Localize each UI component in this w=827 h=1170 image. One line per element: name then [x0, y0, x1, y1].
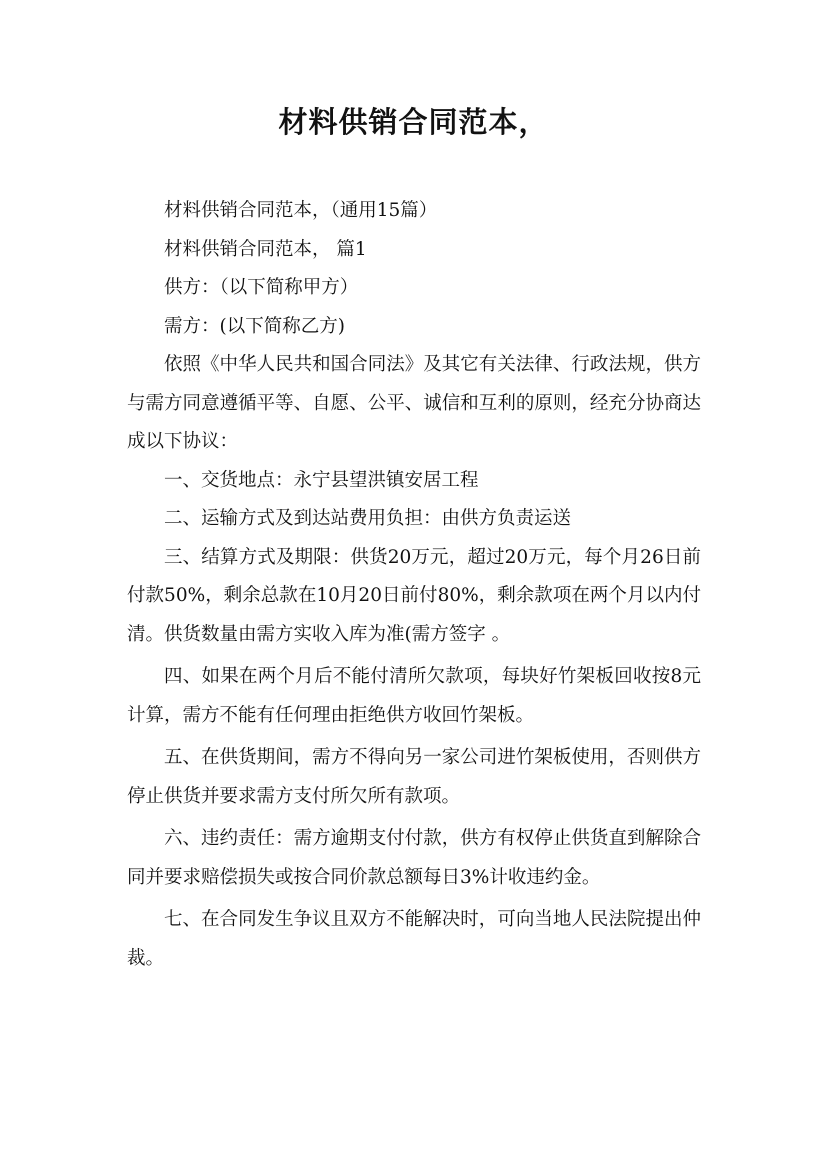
paragraph-clause-3: 三、结算方式及期限：供货20万元，超过20万元，每个月26日前付款50%，剩余总款在10月20日前付80%，剩余款项在两个月以内付清。供货数量由需方实收入库为准(需方签字 。 [127, 546, 701, 645]
paragraph-clause-4: 四、如果在两个月后不能付清所欠款项，每块好竹架板回收按8元计算，需方不能有任何理由拒绝供方收回竹架板。 [127, 666, 701, 726]
paragraph-subtitle: 材料供销合同范本，（通用15篇） [164, 200, 438, 221]
paragraph-clause-2: 二、运输方式及到达站费用负担：由供方负责运送 [164, 508, 572, 529]
document-title: 材料供销合同范本， [278, 105, 549, 139]
paragraph-clause-5: 五、在供货期间，需方不得向另一家公司进竹架板使用，否则供方停止供货并要求需方支付所欠所有款项。 [127, 747, 701, 807]
paragraph-supplier: 供方：（以下简称甲方） [164, 277, 359, 298]
paragraph-preamble: 依照《中华人民共和国合同法》及其它有关法律、行政法规，供方与需方同意遵循平等、自愿、公平、诚信和互利的原则，经充分协商达成以下协议： [127, 354, 701, 452]
document-body [127, 192, 701, 978]
paragraph-clause-6: 六、违约责任：需方逾期支付付款，供方有权停止供货直到解除合同并要求赔偿损失或按合同价款总额每日3%计收违约金。 [127, 828, 701, 888]
paragraph-clause-1: 一、交货地点：永宁县望洪镇安居工程 [164, 469, 479, 491]
paragraph-buyer: 需方：(以下简称乙方) [164, 315, 345, 337]
paragraph-clause-7: 七、在合同发生争议且双方不能解决时，可向当地人民法院提出仲裁。 [127, 909, 701, 969]
paragraph-section-heading: 材料供销合同范本， 篇1 [164, 238, 367, 260]
